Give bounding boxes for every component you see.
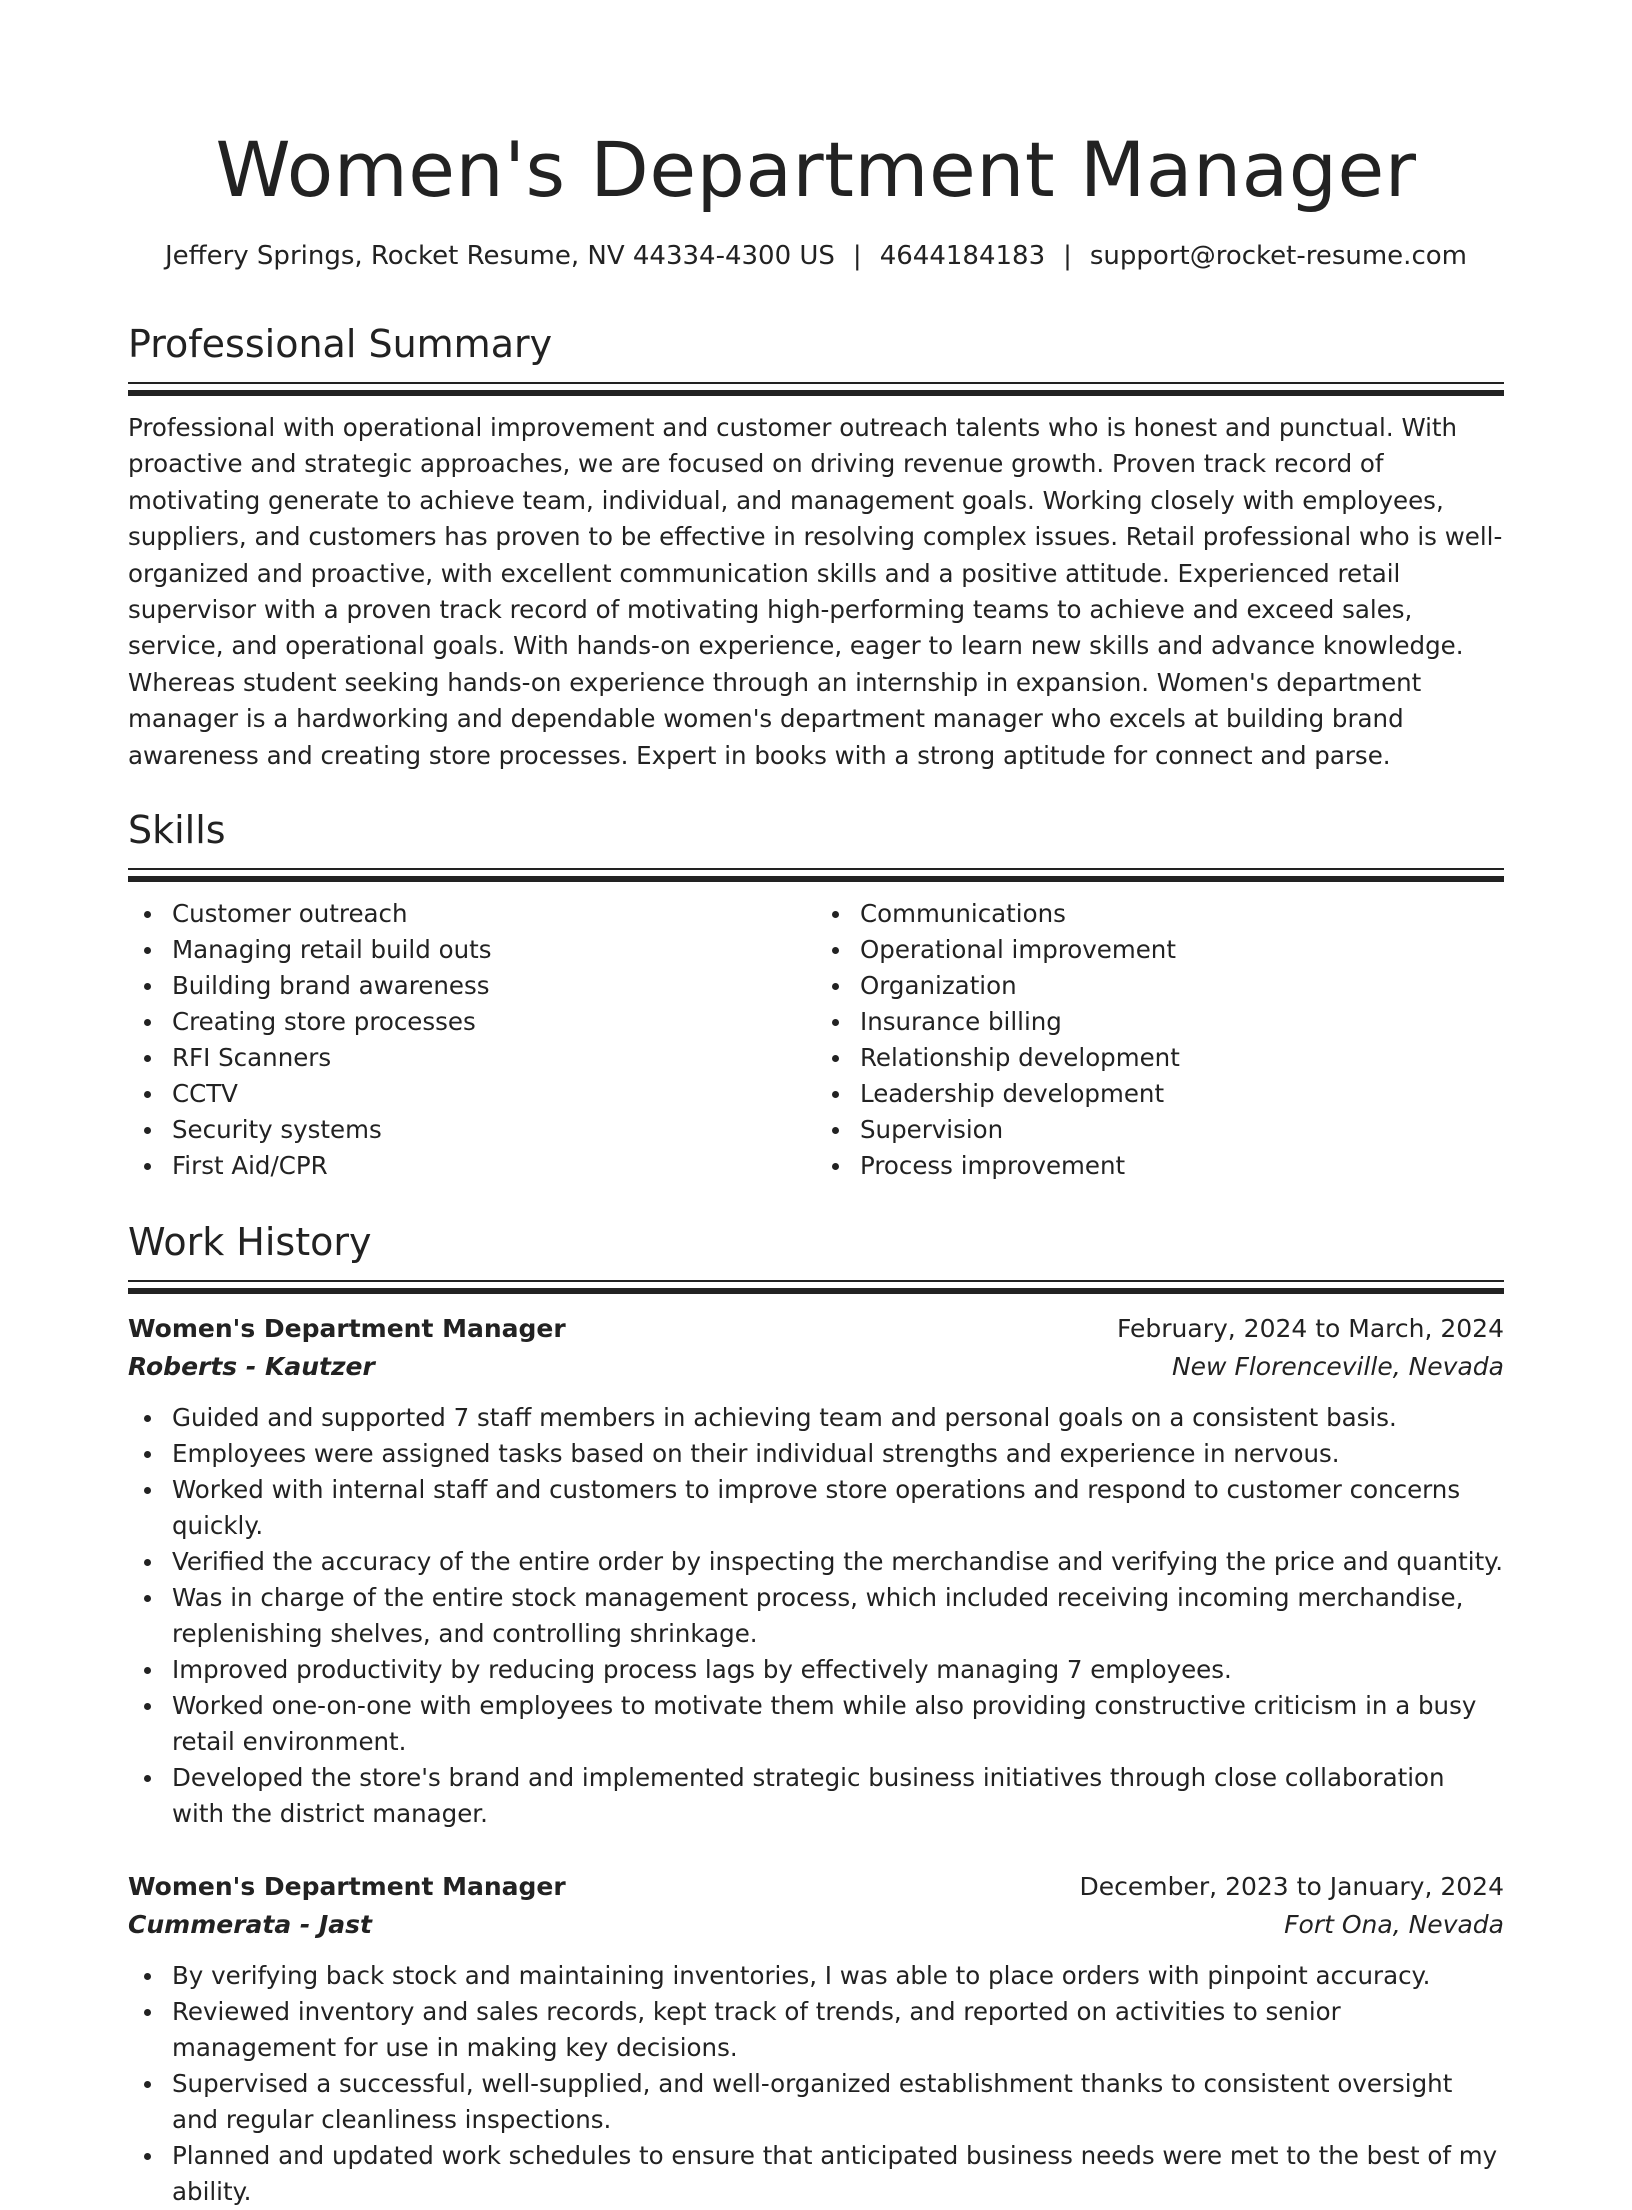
job-location: Fort Ona, Nevada (1284, 1910, 1504, 1940)
job-dates: February, 2024 to March, 2024 (1116, 1314, 1504, 1344)
section-divider (128, 382, 1504, 396)
section-divider (128, 868, 1504, 882)
skill-item: Supervision (816, 1112, 1504, 1148)
job-bullet: Developed the store's brand and implemented strategic business initiatives through close collaboration with the district manager. (128, 1760, 1504, 1832)
job-bullet: Verified the accuracy of the entire order by inspecting the merchandise and verifying the price and quantity. (128, 1544, 1504, 1580)
skill-item: Operational improvement (816, 932, 1504, 968)
skill-item: Leadership development (816, 1076, 1504, 1112)
skill-item: Customer outreach (128, 896, 816, 932)
job-entry (128, 1310, 1504, 1832)
job-bullet: Reviewed inventory and sales records, kept track of trends, and reported on activities to senior management for use in making key decisions. (128, 1994, 1504, 2066)
job-bullet-list (128, 1958, 1504, 2210)
job-title: Women's Department Manager (128, 1872, 566, 1902)
skill-item: First Aid/CPR (128, 1148, 816, 1184)
skill-item: Insurance billing (816, 1004, 1504, 1040)
skill-item: Organization (816, 968, 1504, 1004)
job-bullet: Worked one-on-one with employees to motivate them while also providing constructive criticism in a busy retail environment. (128, 1688, 1504, 1760)
section-heading: Professional Summary (128, 322, 553, 366)
job-bullet: By verifying back stock and maintaining inventories, I was able to place orders with pinpoint accuracy. (128, 1958, 1504, 1994)
contact-line (128, 238, 1504, 274)
job-title: Women's Department Manager (128, 1314, 566, 1344)
job-bullet-list (128, 1400, 1504, 1832)
job-dates: December, 2023 to January, 2024 (1079, 1872, 1504, 1902)
skills-grid (128, 896, 1504, 1184)
skill-item: CCTV (128, 1076, 816, 1112)
skill-item: Process improvement (816, 1148, 1504, 1184)
skills-section (128, 806, 1504, 1184)
skill-item: Building brand awareness (128, 968, 816, 1004)
skill-item: Managing retail build outs (128, 932, 816, 968)
skill-item: Security systems (128, 1112, 816, 1148)
job-company: Roberts - Kautzer (128, 1352, 375, 1382)
section-divider (128, 1280, 1504, 1294)
job-location: New Florenceville, Nevada (1171, 1352, 1504, 1382)
job-bullet: Was in charge of the entire stock management process, which included receiving incoming merchandise, replenishing shelves, and controlling shrinkage. (128, 1580, 1504, 1652)
page-title: Women's Department Manager (215, 125, 1417, 214)
work-history-section (128, 1218, 1504, 2210)
skills-column-right (816, 896, 1504, 1184)
job-bullet: Employees were assigned tasks based on their individual strengths and experience in nervous. (128, 1436, 1504, 1472)
job-bullet: Guided and supported 7 staff members in achieving team and personal goals on a consistent basis. (128, 1400, 1504, 1436)
job-company: Cummerata - Jast (128, 1910, 373, 1940)
contact-phone: 4644184183 (879, 241, 1046, 271)
skill-item: RFI Scanners (128, 1040, 816, 1076)
job-bullet: Improved productivity by reducing process lags by effectively managing 7 employees. (128, 1652, 1504, 1688)
job-entry (128, 1868, 1504, 2210)
skill-item: Relationship development (816, 1040, 1504, 1076)
professional-summary-section (128, 320, 1504, 774)
skill-item: Creating store processes (128, 1004, 816, 1040)
job-bullet: Supervised a successful, well-supplied, and well-organized establishment thanks to consistent oversight and regular cleanliness inspections. (128, 2066, 1504, 2138)
contact-separator: | (852, 241, 862, 271)
job-bullet: Planned and updated work schedules to ensure that anticipated business needs were met to the best of my ability. (128, 2138, 1504, 2210)
summary-paragraph: Professional with operational improvement and customer outreach talents who is honest and punctual. With proactive and strategic approaches, we are focused on driving revenue growth. Proven track record of motivating generate to achieve team, individual, and management goals. Working closely with employees, suppliers, and customers has proven to be effective in resolving complex issues. Retail professional who is well-organized and proactive, with excellent communication skills and a positive attitude. Experienced retail supervisor with a proven track record of motivating high-performing teams to achieve and exceed sales, service, and operational goals. With hands-on experience, eager to learn new skills and advance knowledge. Whereas student seeking hands-on experience through an internship in expansion. Women's department manager is a hardworking and dependable women's department manager who excels at building brand awareness and creating store processes. Expert in books with a strong aptitude for connect and parse. (128, 413, 1503, 770)
section-heading: Work History (128, 1220, 372, 1265)
contact-separator: | (1063, 241, 1072, 271)
skills-column-left (128, 896, 816, 1184)
contact-email: support@rocket-resume.com (1089, 241, 1467, 271)
job-bullet: Worked with internal staff and customers to improve store operations and respond to customer concerns quickly. (128, 1472, 1504, 1544)
contact-address: Jeffery Springs, Rocket Resume, NV 44334-4300 US (165, 241, 835, 271)
skill-item: Communications (816, 896, 1504, 932)
section-heading: Skills (128, 808, 226, 853)
